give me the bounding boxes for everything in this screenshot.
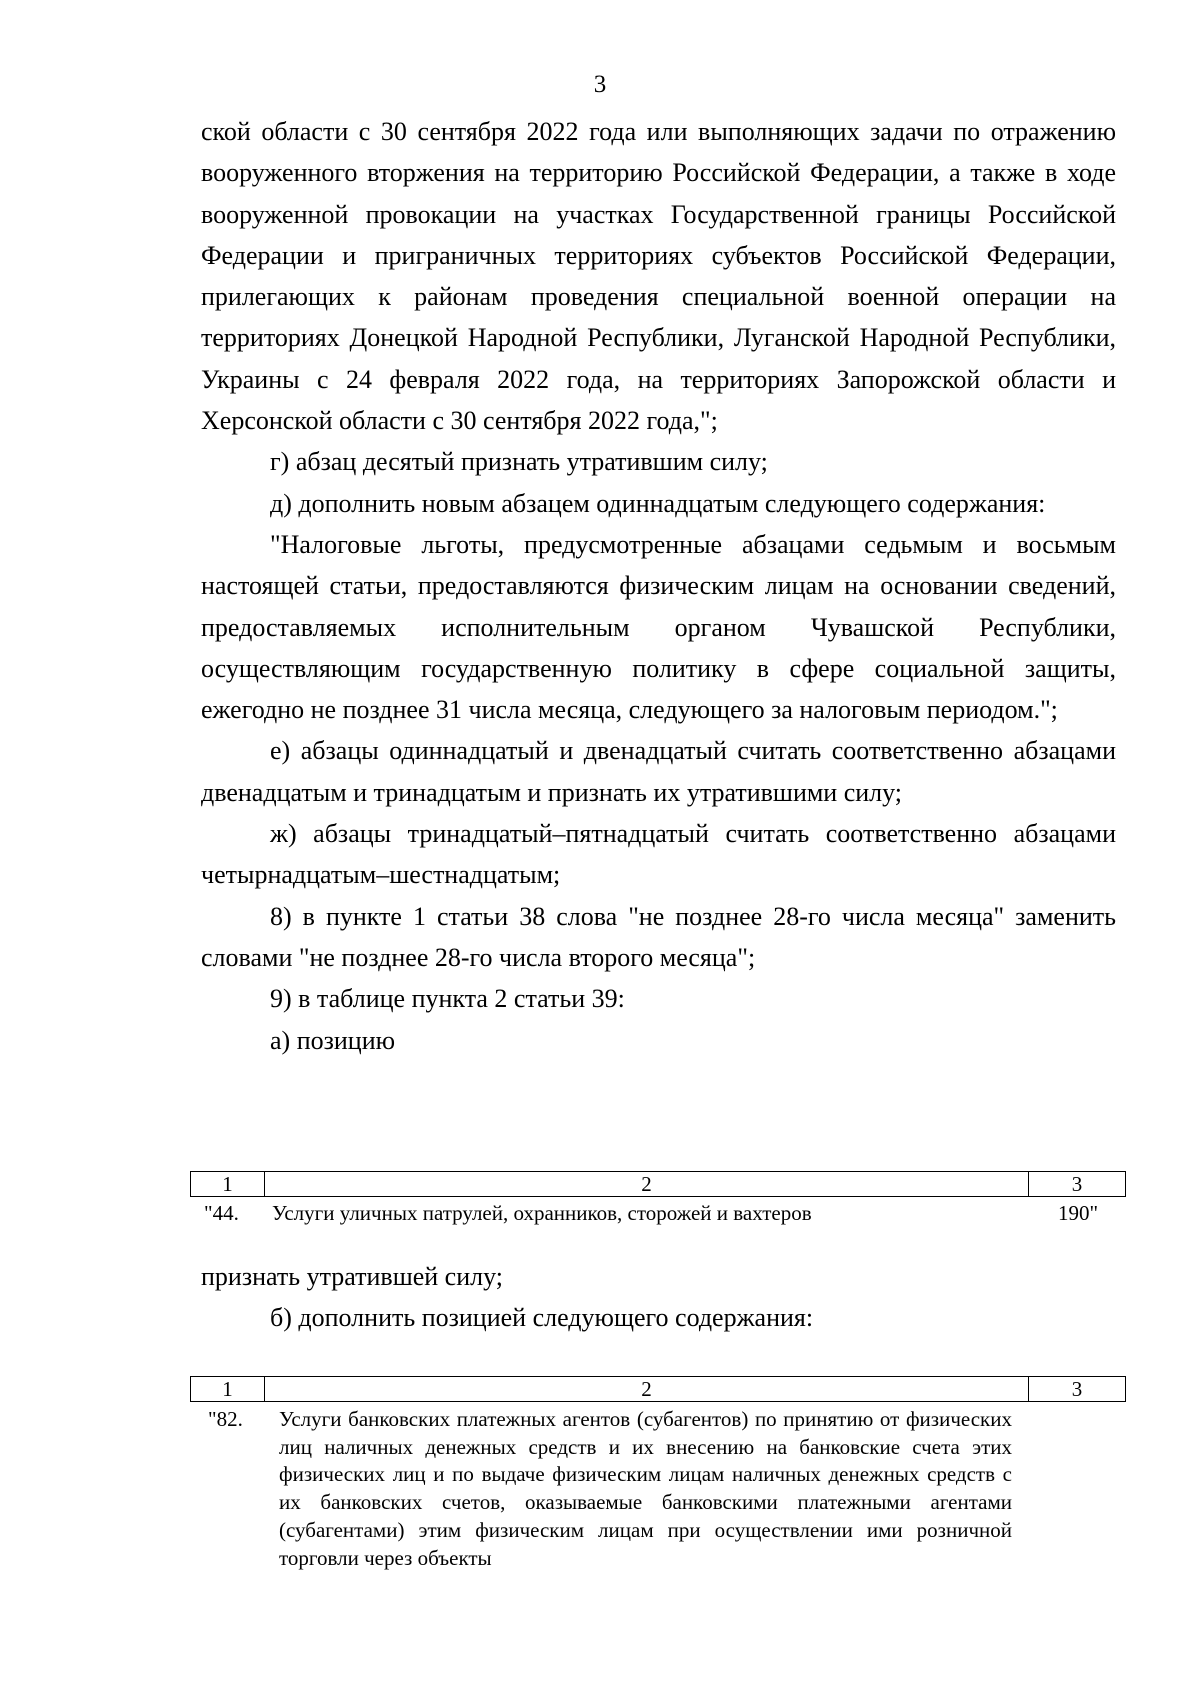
body-text-after-table [201,1256,1116,1339]
paragraph: г) абзац десятый признать утратившим силу; [270,447,768,477]
table-position-44 [190,1171,1126,1229]
table-header-cell: 1 [191,1377,265,1401]
table-row [190,1406,1126,1572]
row-value: 190" [1057,1201,1099,1225]
paragraph: "Налоговые льготы, предусмотренные абзацами седьмым и восьмым настоящей статьи, предоставляются физическим лицам на основании сведений, предоставляемых исполнительным органом Чувашской Республики, осуществляющим государственную политику в сфере социальной защиты, ежегодно не позднее 31 числа месяца, следующего за налоговым периодом."; [201,529,1116,725]
paragraph: 8) в пункте 1 статьи 38 слова "не позднее 28-го числа месяца" заменить словами "не позднее 28-го числа второго месяца"; [201,901,1116,972]
table-header-cell: 3 [1071,1377,1083,1401]
row-number: "82. [208,1407,243,1431]
paragraph: ж) абзацы тринадцатый–пятнадцатый считать соответственно абзацами четырнадцатым–шестнадцатым; [201,819,1116,890]
row-number: "44. [204,1201,239,1225]
table-header [190,1376,1126,1402]
paragraph: 9) в таблице пункта 2 статьи 39: [270,984,625,1014]
table-header-cell: 3 [1071,1172,1083,1196]
table-header-cell: 2 [265,1377,1029,1401]
paragraph: д) дополнить новым абзацем одиннадцатым следующего содержания: [270,488,1046,518]
row-service-name: Услуги уличных патрулей, охранников, сторожей и вахтеров [272,1201,812,1225]
row-value [1030,1406,1126,1572]
paragraph: б) дополнить позицией следующего содержания: [270,1303,814,1333]
paragraph: ской области с 30 сентября 2022 года или выполняющих задачи по отражению вооруженного вторжения на территорию Российской Федерации, а также в ходе вооруженной провокации на участках Государственной границы Российской Федерации и приграничных территориях субъектов Российской Федерации, прилегающих к районам проведения специальной военной операции на территориях Донецкой Народной Республики, Луганской Народной Республики, Украины с 24 февраля 2022 года, на территориях Запорожской области и Херсонской области с 30 сентября 2022 года,"; [201,117,1116,436]
table-header [190,1171,1126,1197]
table-position-82 [190,1376,1126,1572]
paragraph: признать утратившей силу; [201,1262,503,1291]
table-header-cell: 2 [265,1172,1029,1196]
page-number: 3 [593,71,607,98]
row-service-name: Услуги банковских платежных агентов (субагентов) по принятию от физических лиц наличных денежных средств и их внесению на банковские счета этих физических лиц и по выдаче физическим лицам наличных денежных средств с их банковских счетов, оказываемые банковскими платежными агентами (субагентами) этим физическим лицам при осуществлении ими розничной торговли через объекты [279,1407,1012,1570]
table-row [190,1197,1126,1229]
body-text [201,111,1116,1061]
paragraph: а) позицию [270,1025,396,1055]
table-header-cell: 1 [191,1172,265,1196]
paragraph: е) абзацы одиннадцатый и двенадцатый считать соответственно абзацами двенадцатым и тринадцатым и признать их утратившими силу; [201,736,1116,807]
